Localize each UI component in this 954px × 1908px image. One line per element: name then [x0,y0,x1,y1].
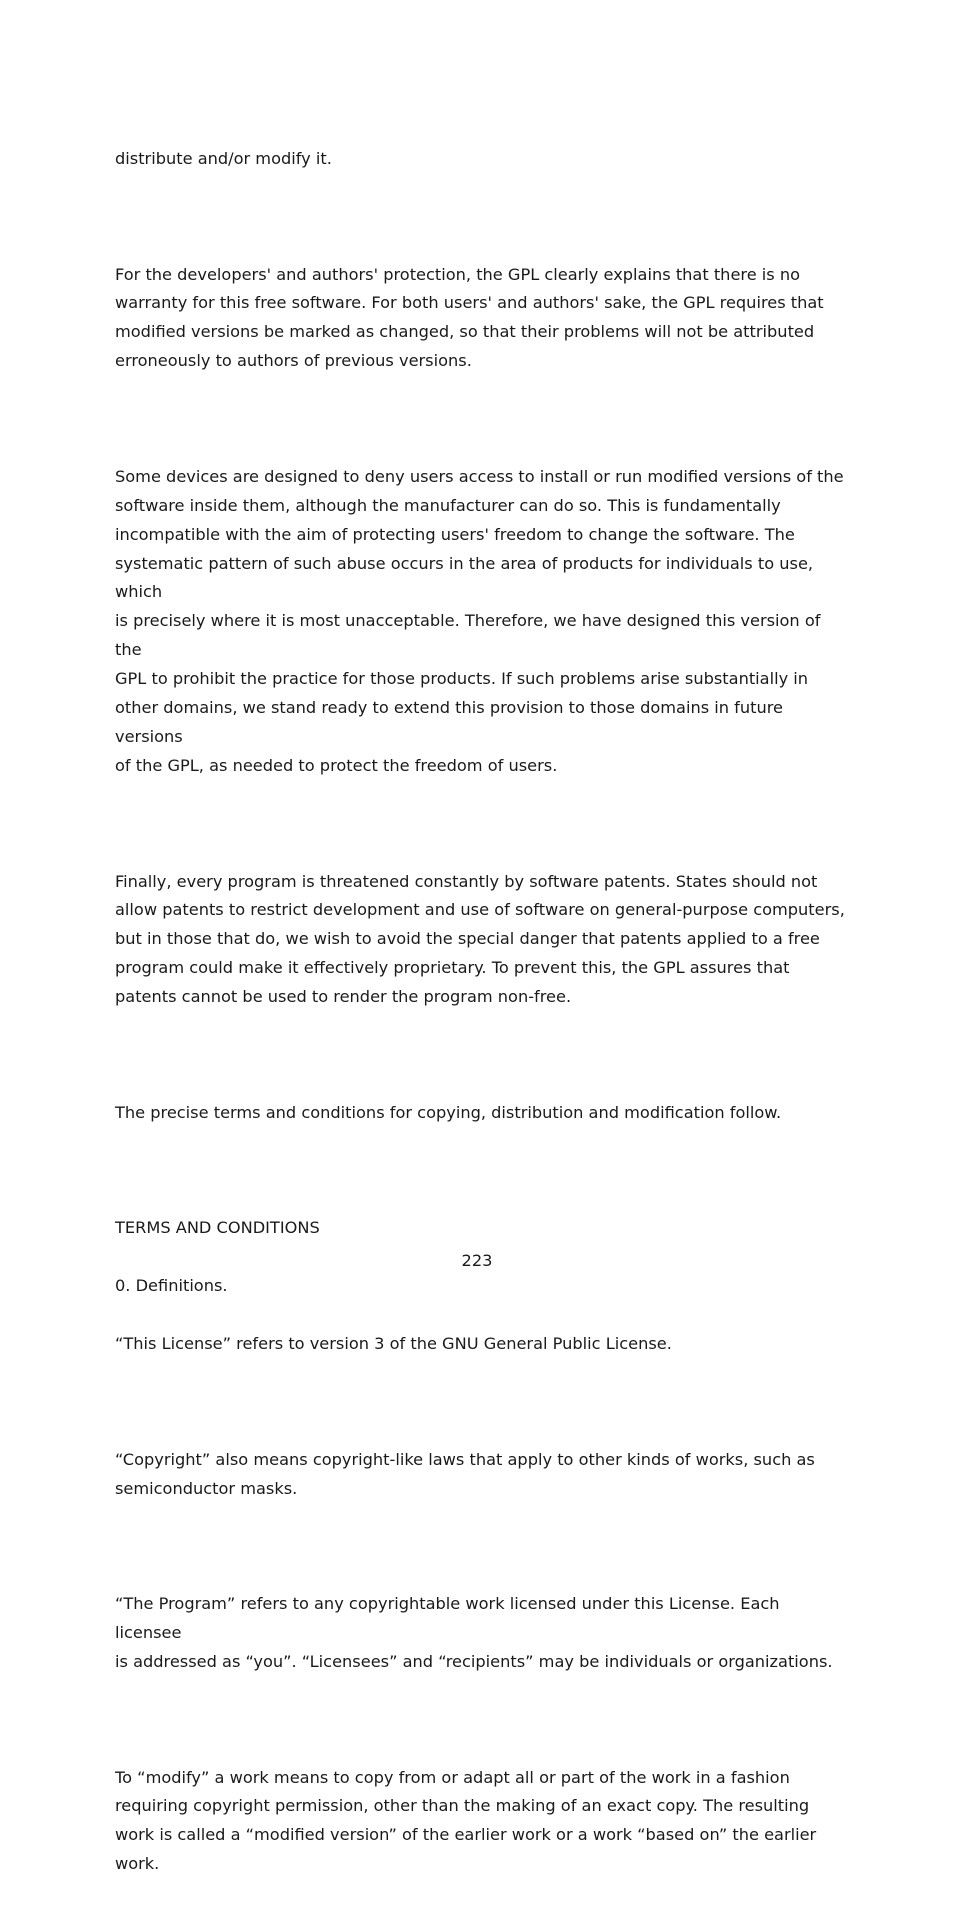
paragraph-devices: Some devices are designed to deny users access to install or run modified versions of the software inside them, although the manufacturer can do so. This is fundamentally incompatible with the aim of protecting users' freedom to change the software. The systematic pattern of such abuse occurs in the area of products for individuals to use, which is precisely where it is most unacceptable. Therefore, we have designed this version of the GPL to prohibit the practice for those products. If such problems arise substantially in other domains, we stand ready to extend this provision to those domains in future versions of the GPL, as needed to protect the freedom of users. [115,466,844,775]
paragraph-gap [115,810,845,839]
paragraph-modify: To “modify” a work means to copy from or adapt all or part of the work in a fashion requiring copyright permission, other than the making of an exact copy. The resulting work is called a “modified version” of the earlier work or a work “based on” the earlier work. [115,1767,817,1874]
paragraph-copyright: “Copyright” also means copyright-like laws that apply to other kinds of works, such as semiconductor masks. [115,1449,815,1498]
paragraph-the-program: “The Program” refers to any copyrightable work licensed under this License. Each licensee is addressed as “you”. “Licensees” and “recipients” may be individuals or organizations. [115,1594,833,1671]
paragraph-gap [115,203,845,232]
paragraph-gap [115,1157,845,1186]
paragraph-precise-terms: The precise terms and conditions for copying, distribution and modification follow. [115,1102,782,1122]
heading-terms-and-conditions: TERMS AND CONDITIONS [115,1218,320,1238]
paragraph-gap [115,1388,845,1417]
heading-definitions: 0. Definitions. [115,1276,228,1296]
paragraph-gap [115,405,845,434]
paragraph-patents: Finally, every program is threatened constantly by software patents. States should not allow patents to restrict development and use of software on general-purpose computers, but in those that do, we wish to avoid the special danger that patents applied to a free program could make it effectively proprietary. To prevent this, the GPL assures that patents cannot be used to render the program non-free. [115,871,845,1007]
page-number: 223 [461,1251,493,1270]
paragraph-gap [115,1706,845,1735]
paragraph-warranty: For the developers' and authors' protection, the GPL clearly explains that there is no warranty for this free software. For both users' and authors' sake, the GPL requires that modified versions be marked as changed, so that their problems will not be attributed erroneously to authors of previous versions. [115,264,824,371]
page-body [115,116,845,1908]
paragraph-this-license: “This License” refers to version 3 of the GNU General Public License. [115,1333,672,1353]
paragraph-gap [115,1041,845,1070]
paragraph-gap [115,1532,845,1561]
paragraph-continuation: distribute and/or modify it. [115,148,332,168]
